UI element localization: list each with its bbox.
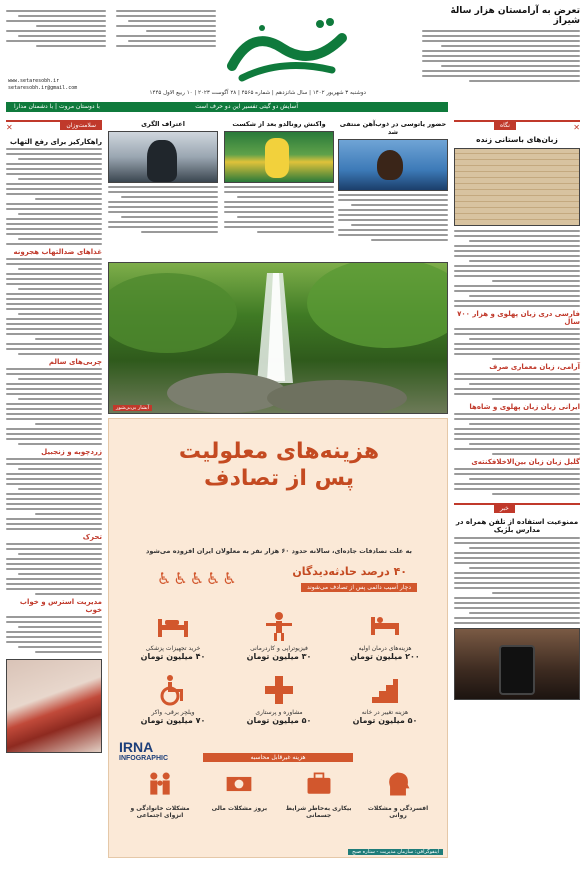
left-section-header	[6, 120, 102, 132]
right-sub1: فارسی دری زبان پهلوی و هزار ۷۰۰ سال	[457, 310, 580, 326]
briefcase-icon	[302, 769, 336, 803]
cost-amount: ۵۰ میلیون تومان	[352, 716, 418, 725]
left-column	[6, 120, 102, 858]
top-stories	[108, 120, 448, 260]
irna-brand	[119, 739, 168, 762]
tagline-sub: با دوستان مروت | با دشمنان مدارا	[14, 103, 100, 110]
irna-logo: IRNA	[119, 739, 154, 755]
dateline: دوشنبه ۳ شهریور ۱۴۰۲ | سال شانزدهم | شماره ۴۵۶۵ | ۲۸ آگوست ۲۰۲۳ | ۱۰ ربیع الاول ۱۴۴۵	[149, 90, 366, 96]
left-sub5: مدیریت استرس و خواب خوب	[19, 598, 102, 614]
indirect-label: هزینه غیرقابل محاسبه	[203, 753, 353, 762]
head-icon	[381, 769, 415, 803]
waterfall-illustration	[108, 263, 447, 414]
right-bottom-header	[454, 503, 580, 515]
family-icon	[143, 769, 177, 803]
indirect-label-text: بروز مشکلات مالی	[211, 805, 268, 812]
tagline: آسایش دو گیتی تفسیر این دو حرف است	[195, 103, 298, 110]
left-sub4: تحرک	[82, 533, 102, 541]
wheelchair-icon: ♿	[157, 569, 174, 588]
cost-item	[229, 673, 329, 725]
left-sub2: چربی‌های سالم	[48, 358, 102, 366]
logo-mark	[222, 8, 362, 88]
story-ronaldo-title: واکنش رونالدو بعد از شکست	[232, 120, 326, 128]
indirect-item	[282, 769, 356, 819]
wheelchair-icon: ♿	[222, 569, 239, 588]
cost-amount: ۴۰ میلیون تومان	[140, 652, 206, 661]
cost-label: فیزیوتراپی و کاردرمانی	[250, 645, 308, 652]
left-sub1: غذاهای ضدالتهاب هجرونه	[13, 248, 102, 256]
left-sub3: زردچوبه و زنجبیل	[41, 448, 102, 456]
cost-item	[229, 609, 329, 661]
info-title-line1: هزینه‌های معلولیت	[178, 439, 380, 464]
lead-story	[422, 6, 580, 102]
indirect-item	[361, 769, 435, 819]
indirect-label-text: مشکلات خانوادگی و انزوای اجتماعی	[130, 805, 190, 819]
story-allegri-title: اعتراف الگری	[141, 120, 185, 128]
header	[0, 0, 586, 112]
cost-grid	[123, 609, 435, 725]
stairs-icon	[368, 673, 402, 707]
info-percent-sub: دچار آسیب دائمی پس از تصادف می‌شوند	[301, 583, 417, 592]
medical-cross-icon	[262, 673, 296, 707]
wheelchair-icon: ♿	[206, 569, 223, 588]
cost-label: هزینه‌های درمان اولیه	[358, 645, 412, 652]
right-bottom-title: ممنوعیت استفاده از تلفن همراه در مدارس بلژیک	[455, 518, 579, 534]
right-section-header	[454, 120, 580, 132]
right-bottom-tag: خبر	[494, 504, 515, 513]
left-title: راهکارکیز برای رفع التهاب	[10, 138, 102, 146]
phone-photo	[454, 628, 580, 700]
info-footer: اینفوگرافی: سازمان مدیریت - ستاره صبح	[348, 849, 443, 855]
tagline-bar	[6, 102, 448, 112]
wheelchair-icon: ♿	[189, 569, 207, 588]
hospital-bed-icon	[368, 609, 402, 643]
info-title	[109, 439, 449, 491]
stomach-photo	[6, 659, 102, 753]
story-ronaldo-photo	[224, 131, 334, 183]
wheelchair-row	[157, 569, 239, 588]
email[interactable]: setaresobh.ir@gmail.com	[8, 85, 78, 91]
cost-item	[335, 673, 435, 725]
info-intro: به علت تصادفات جاده‌ای، سالانه حدود ۶۰ هزار نفر به معلولان ایران افزوده می‌شود	[146, 547, 412, 555]
indirect-label-text: افسردگی و مشکلات روانی	[367, 805, 429, 819]
right-sub2: آرامی، زبان معماری صرف	[489, 363, 580, 371]
photo-caption: آبشار بی‌بی‌شور	[113, 405, 152, 411]
website[interactable]: www.setaresobh.ir	[8, 78, 60, 84]
cost-amount: ۳۰ میلیون تومان	[246, 652, 312, 661]
right-section-tag: نگاه	[494, 121, 516, 130]
right-sub4: گلبل زبان زبان بین‌الاخلافکنته‌ی	[471, 458, 580, 466]
tablet-photo	[454, 148, 580, 226]
story-allegri	[108, 120, 218, 260]
wheelchair-icon: ♿	[173, 569, 190, 588]
cost-amount: ۲۰۰ میلیون تومان	[350, 652, 420, 661]
cost-label: ویلچر برقی، واکر	[151, 709, 195, 716]
medical-bed-icon	[156, 609, 190, 643]
right-column	[454, 120, 580, 858]
indirect-item	[202, 769, 276, 819]
cost-label: مشاوره و پرستاری	[255, 709, 303, 716]
masthead-logo	[222, 8, 362, 88]
lead-headline: تعرض به آرامستان هزار سالهٔ شیراز	[450, 6, 580, 26]
waterfall-photo	[108, 262, 448, 414]
cost-item	[123, 673, 223, 725]
info-title-line2: پس از تصادف	[204, 466, 354, 491]
info-percent: ۴۰ درصد حادثه‌دیدگان	[292, 565, 407, 578]
right-title: زبان‌های باستانی زنده	[476, 135, 558, 144]
infographic	[108, 418, 448, 858]
physio-icon	[262, 609, 296, 643]
story-yatusi	[338, 120, 448, 260]
cost-amount: ۷۰ میلیون تومان	[140, 716, 206, 725]
story-yatusi-photo	[338, 139, 448, 191]
cost-item	[123, 609, 223, 661]
left-section-tag: سلامت‌وزان	[60, 121, 102, 130]
story-ronaldo	[224, 120, 334, 260]
irna-sub: INFOGRAPHIC	[119, 755, 168, 762]
indirect-label-text: بیکاری به‌خاطر شرایط جسمانی	[285, 805, 352, 819]
right-sub3: ایرانی زبان زبان پهلوی و شاه‌ها	[469, 403, 580, 411]
indirect-item	[123, 769, 197, 819]
cost-amount: ۵۰ میلیون تومان	[246, 716, 312, 725]
right-tag-icon: ✕	[573, 123, 580, 132]
story-allegri-photo	[108, 131, 218, 183]
indirect-row	[123, 769, 435, 819]
wheelchair-icon	[156, 673, 190, 707]
imprint	[6, 8, 216, 92]
lead-text	[422, 30, 580, 82]
cost-item	[335, 609, 435, 661]
left-tag-icon: ✕	[6, 123, 13, 132]
cost-label: خرید تجهیزات پزشکی	[145, 645, 201, 652]
money-icon	[222, 769, 256, 803]
cost-label: هزینه تغییر در خانه	[361, 709, 409, 716]
story-yatusi-title: حضور یاتوسی در ذوب‌آهن منتفی شد	[339, 120, 447, 136]
